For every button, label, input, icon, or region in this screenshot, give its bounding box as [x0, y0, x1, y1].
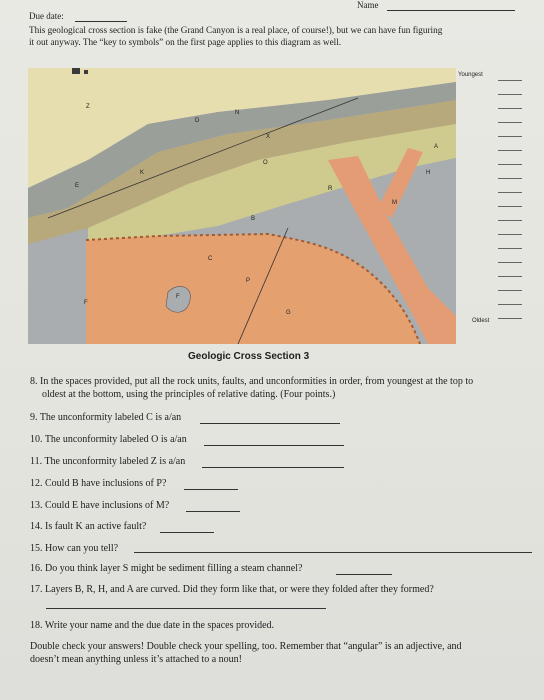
label-x: X [266, 134, 271, 140]
label-f-left: F [84, 300, 88, 306]
label-d: D [195, 118, 200, 124]
answer-13[interactable] [186, 511, 240, 512]
name-label: Name [357, 0, 379, 10]
label-r: R [328, 186, 333, 192]
label-h: H [426, 170, 431, 176]
answer-16[interactable] [336, 574, 392, 575]
diagram-title: Geologic Cross Section 3 [188, 351, 310, 362]
question-16: 16. Do you think layer S might be sediment filling a steam channel? [30, 563, 303, 574]
answer-10[interactable] [204, 445, 344, 446]
due-date-line[interactable] [75, 21, 127, 22]
label-k: K [140, 170, 145, 176]
question-14: 14. Is fault K an active fault? [30, 521, 147, 532]
answer-9[interactable] [200, 423, 340, 424]
question-18: 18. Write your name and the due date in the spaces provided. [30, 620, 275, 631]
final-note-line-1: Double check your answers! Double check your spelling, too. Remember that “angular” is an adjective, and [30, 641, 462, 652]
label-g: G [286, 310, 291, 316]
question-13: 13. Could E have inclusions of M? [30, 500, 170, 511]
name-line[interactable] [387, 10, 515, 11]
answer-17[interactable] [46, 608, 326, 609]
label-p: P [246, 278, 251, 284]
youngest-label: Youngest [458, 72, 483, 78]
oldest-label: Oldest [472, 318, 490, 324]
label-c: C [208, 256, 213, 262]
question-10: 10. The unconformity labeled O is a/an [30, 434, 187, 445]
answer-14[interactable] [160, 532, 214, 533]
answer-15[interactable] [134, 552, 532, 553]
question-9: 9. The unconformity labeled C is a/an [30, 412, 182, 423]
question-8-line-2: oldest at the bottom, using the principles of relative dating. (Four points.) [42, 389, 336, 400]
question-12: 12. Could B have inclusions of P? [30, 478, 167, 489]
due-date-label: Due date: [29, 11, 64, 21]
answer-12[interactable] [184, 489, 238, 490]
final-note-line-2: doesn’t mean anything unless it’s attached to a noun! [30, 654, 242, 665]
label-o: O [263, 160, 268, 166]
intro-line-2: it out anyway. The “key to symbols” on the first page applies to this diagram as well. [29, 37, 342, 47]
label-m: M [392, 200, 397, 206]
label-n: N [235, 110, 240, 116]
label-z: Z [86, 104, 90, 110]
geologic-cross-section [28, 68, 456, 344]
label-e: E [75, 183, 80, 189]
question-15: 15. How can you tell? [30, 543, 119, 554]
question-11: 11. The unconformity labeled Z is a/an [30, 456, 186, 467]
intro-line-1: This geological cross section is fake (the Grand Canyon is a real place, of course!), but we can have fun figuring [29, 25, 443, 35]
question-17: 17. Layers B, R, H, and A are curved. Did they form like that, or were they folded after they formed? [30, 584, 434, 595]
question-8-line-1: 8. In the spaces provided, put all the rock units, faults, and unconformities in order, from youngest at the top to [30, 376, 474, 387]
label-b: B [251, 216, 256, 222]
answer-11[interactable] [202, 467, 344, 468]
label-a: A [434, 144, 439, 150]
label-f-inclusion: F [176, 294, 180, 300]
